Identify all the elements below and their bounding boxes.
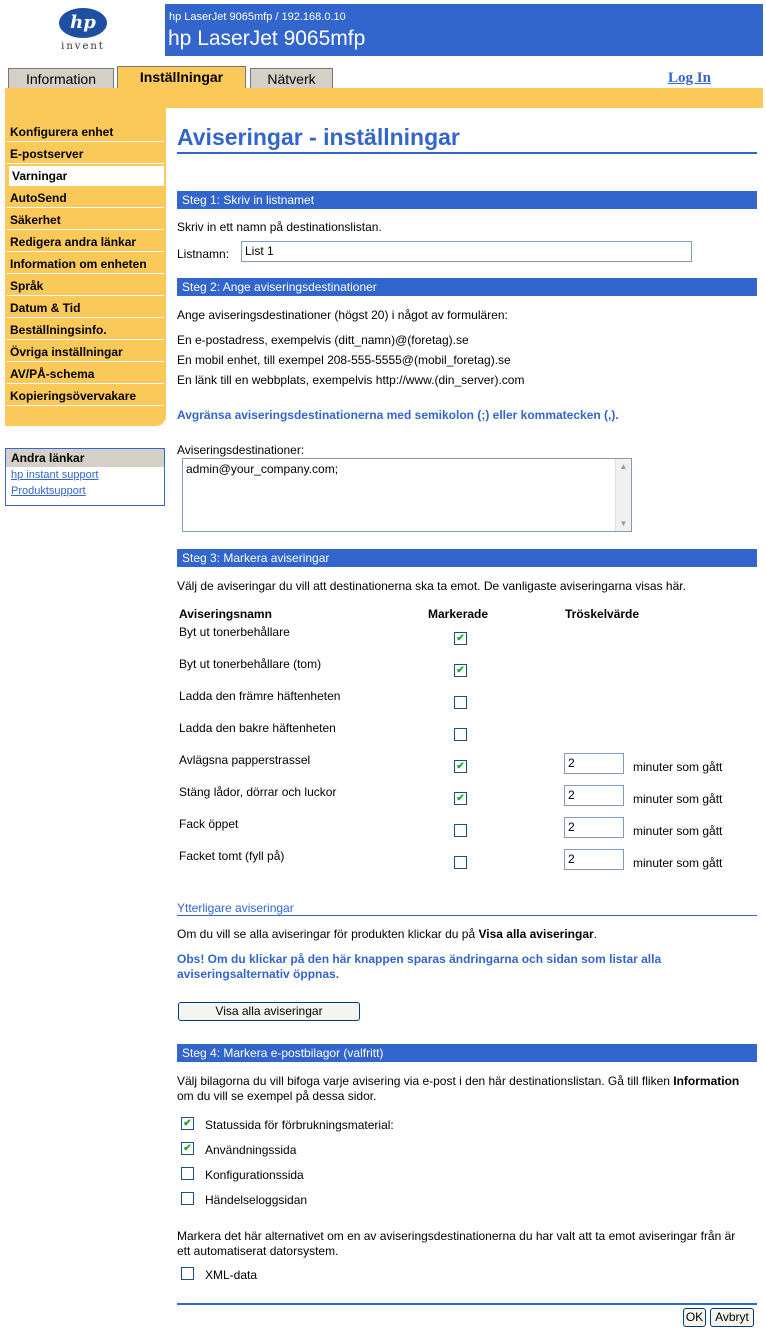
listname-label: Listnamn: xyxy=(177,247,230,261)
sidebar-item-datum-tid[interactable]: Datum & Tid xyxy=(7,298,164,318)
alert-name: Stäng lådor, dörrar och luckor xyxy=(179,785,337,799)
link-hp-instant-support[interactable]: hp instant support xyxy=(11,469,99,481)
sidebar-item-sakerhet[interactable]: Säkerhet xyxy=(7,210,164,230)
attachment-label: Konfigurationssida xyxy=(205,1168,304,1182)
cancel-button[interactable]: Avbryt xyxy=(710,1308,754,1327)
col-alert-name: Aviseringsnamn xyxy=(179,607,272,621)
sidebar-item-ovriga-installningar[interactable]: Övriga inställningar xyxy=(7,342,164,362)
sidebar-item-sprak[interactable]: Språk xyxy=(7,276,164,296)
page-title: Aviseringar - inställningar xyxy=(177,124,460,150)
tab-information[interactable]: Information xyxy=(8,68,114,89)
attachment-label: Statussida för förbrukningsmaterial: xyxy=(205,1118,394,1132)
tab-natverk[interactable]: Nätverk xyxy=(250,68,333,89)
alert-checkbox[interactable]: ✔ xyxy=(454,664,467,677)
xml-data-label: XML-data xyxy=(205,1268,258,1282)
step2-intro: Ange aviseringsdestinationer (högst 20) i något av formulären: xyxy=(177,308,508,322)
attachment-checkbox[interactable]: ✔ xyxy=(181,1142,194,1155)
alert-name: Byt ut tonerbehållare xyxy=(179,625,290,639)
attachment-checkbox[interactable] xyxy=(181,1192,194,1205)
alert-name: Byt ut tonerbehållare (tom) xyxy=(179,657,322,671)
sidebar-item-konfigurera-enhet[interactable]: Konfigurera enhet xyxy=(7,122,164,142)
sidebar-item-e-postserver[interactable]: E-postserver xyxy=(7,144,164,164)
example-email: En e-postadress, exempelvis (ditt_namn)@(foretag).se xyxy=(177,333,469,347)
threshold-unit: minuter som gått xyxy=(633,824,723,838)
alert-checkbox[interactable] xyxy=(454,728,467,741)
alert-checkbox[interactable] xyxy=(454,696,467,709)
additional-divider xyxy=(177,915,757,916)
example-url: En länk till en webbplats, exempelvis http://www.(din_server).com xyxy=(177,373,525,387)
threshold-unit: minuter som gått xyxy=(633,792,723,806)
threshold-input[interactable]: 2 xyxy=(564,785,624,806)
step3-intro: Välj de aviseringar du vill att destinationerna ska ta emot. De vanligaste aviseringarna visas här. xyxy=(177,579,686,593)
threshold-input[interactable]: 2 xyxy=(564,753,624,774)
additional-alerts-title: Ytterligare aviseringar xyxy=(177,901,294,915)
hp-logo xyxy=(57,8,109,54)
scroll-down-icon[interactable]: ▼ xyxy=(619,519,628,528)
separator-note: Avgränsa aviseringsdestinationerna med semikolon (;) eller kommatecken (,). xyxy=(177,408,619,422)
hp-logo-mark: hp xyxy=(59,8,107,38)
ok-button[interactable]: OK xyxy=(683,1308,706,1327)
sidebar-item-kopieringsovervakare[interactable]: Kopieringsövervakare xyxy=(7,386,164,406)
additional-warning-1: Obs! Om du klickar på den här knappen sparas ändringarna och sidan som listar alla xyxy=(177,952,662,966)
threshold-unit: minuter som gått xyxy=(633,760,723,774)
sidebar-item-av-pa-schema[interactable]: AV/PÅ-schema xyxy=(7,364,164,384)
step1-header: Steg 1: Skriv in listnamet xyxy=(177,191,757,209)
step4-text-2: om du vill se exempel på dessa sidor. xyxy=(177,1089,377,1103)
sidebar-item-autosend[interactable]: AutoSend xyxy=(7,188,164,208)
alert-name: Avlägsna papperstrassel xyxy=(179,753,311,767)
col-threshold: Tröskelvärde xyxy=(565,607,640,621)
tab-installningar[interactable]: Inställningar xyxy=(117,66,246,89)
destinations-label: Aviseringsdestinationer: xyxy=(177,443,305,457)
example-mobile: En mobil enhet, till exempel 208-555-5555@(mobil_foretag).se xyxy=(177,353,511,367)
login-link[interactable]: Log In xyxy=(668,70,711,86)
sidebar-item-information-om-enheten[interactable]: Information om enheten xyxy=(7,254,164,274)
step3-header: Steg 3: Markera aviseringar xyxy=(177,549,757,567)
step2-header: Steg 2: Ange aviseringsdestinationer xyxy=(177,278,757,296)
attachment-checkbox[interactable]: ✔ xyxy=(181,1117,194,1130)
xml-text-1: Markera det här alternativet om en av aviseringsdestinationerna du har valt att ta emot aviseringar från är xyxy=(177,1229,736,1243)
device-title: hp LaserJet 9065mfp xyxy=(168,27,366,50)
sidebar-item-redigera-lankar[interactable]: Redigera andra länkar xyxy=(7,232,164,252)
alert-checkbox[interactable] xyxy=(454,856,467,869)
link-produktsupport[interactable]: Produktsupport xyxy=(11,485,86,497)
xml-data-checkbox[interactable] xyxy=(181,1267,194,1280)
attachment-label: Användningssida xyxy=(205,1143,297,1157)
alert-checkbox[interactable] xyxy=(454,824,467,837)
step4-header: Steg 4: Markera e-postbilagor (valfritt) xyxy=(177,1044,757,1062)
bottom-divider xyxy=(177,1303,757,1305)
xml-text-2: ett automatiserat datorsystem. xyxy=(177,1244,339,1258)
other-links-box xyxy=(5,448,165,506)
threshold-input[interactable]: 2 xyxy=(564,849,624,870)
alert-name: Ladda den bakre häftenheten xyxy=(179,721,336,735)
step4-text-1: Välj bilagorna du vill bifoga varje avisering via e-post i den här destinationslistan. Gå till fliken Information xyxy=(177,1074,740,1088)
title-divider xyxy=(177,152,757,154)
device-banner xyxy=(165,4,763,56)
tab-bar xyxy=(5,88,763,108)
attachment-label: Händelseloggsidan xyxy=(205,1193,308,1207)
attachment-checkbox[interactable] xyxy=(181,1167,194,1180)
alert-checkbox[interactable]: ✔ xyxy=(454,632,467,645)
scroll-up-icon[interactable]: ▲ xyxy=(619,462,628,471)
step1-text: Skriv in ett namn på destinationslistan. xyxy=(177,220,382,234)
destinations-textarea[interactable] xyxy=(182,458,632,532)
threshold-input[interactable]: 2 xyxy=(564,817,624,838)
threshold-unit: minuter som gått xyxy=(633,856,723,870)
other-links-title: Andra länkar xyxy=(6,449,164,467)
textarea-scrollbar[interactable] xyxy=(615,459,631,531)
hp-logo-tagline: invent xyxy=(61,41,105,52)
show-all-alerts-button[interactable]: Visa alla aviseringar xyxy=(178,1002,360,1021)
alert-checkbox[interactable]: ✔ xyxy=(454,792,467,805)
sidebar-item-bestallningsinfo[interactable]: Beställningsinfo. xyxy=(7,320,164,340)
col-checked: Markerade xyxy=(428,607,489,621)
listname-input[interactable]: List 1 xyxy=(241,241,692,262)
additional-warning-2: aviseringsalternativ öppnas. xyxy=(177,967,340,981)
alert-checkbox[interactable]: ✔ xyxy=(454,760,467,773)
alert-name: Ladda den främre häftenheten xyxy=(179,689,341,703)
alert-name: Facket tomt (fyll på) xyxy=(179,849,285,863)
additional-text: Om du vill se alla aviseringar för produkten klickar du på Visa alla aviseringar. xyxy=(177,927,598,941)
alert-name: Fack öppet xyxy=(179,817,239,831)
sidebar-item-varningar[interactable]: Varningar xyxy=(9,166,164,186)
device-address: hp LaserJet 9065mfp / 192.168.0.10 xyxy=(169,11,346,23)
destinations-value: admin@your_company.com; xyxy=(186,462,339,476)
